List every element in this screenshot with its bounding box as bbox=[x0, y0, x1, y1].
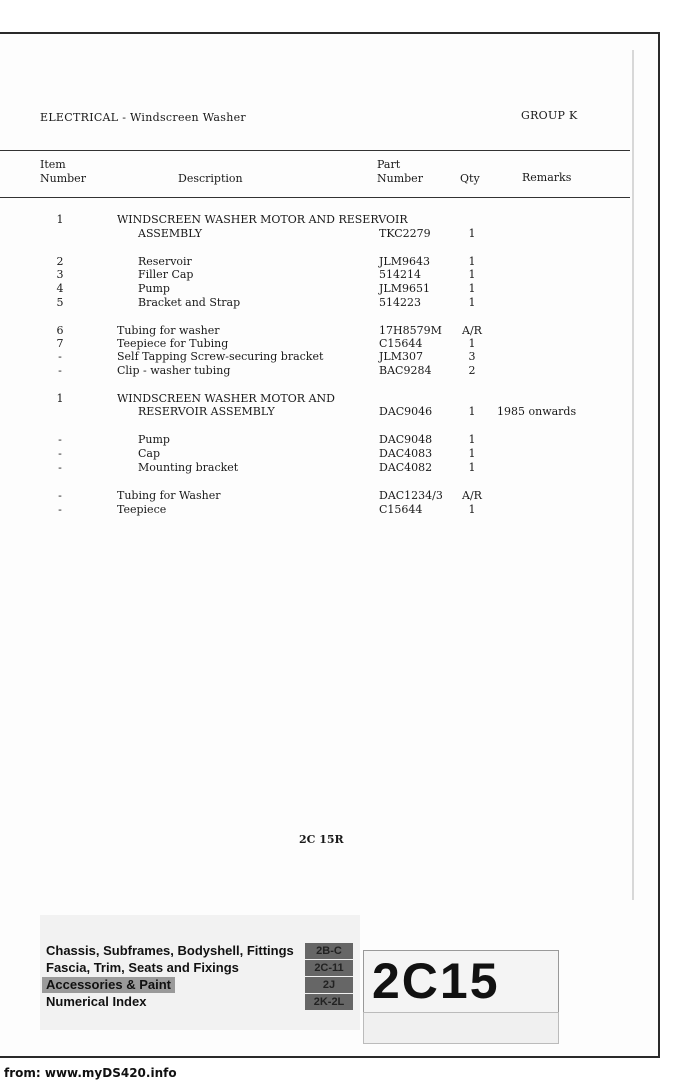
table-row bbox=[0, 227, 640, 241]
fiche-code-accessories: 2J bbox=[305, 977, 353, 993]
description-cell: Bracket and Strap bbox=[138, 296, 241, 309]
description-cell: Clip - washer tubing bbox=[117, 364, 231, 377]
fiche-code-box-bottom bbox=[363, 1012, 559, 1044]
part-number-cell: JLM307 bbox=[379, 350, 423, 363]
description-cell: WINDSCREEN WASHER MOTOR AND RESERVOIR bbox=[117, 213, 408, 226]
header-rule-top bbox=[0, 150, 630, 151]
remarks-cell: 1985 onwards bbox=[497, 405, 577, 418]
section-title: ELECTRICAL - Windscreen Washer bbox=[40, 111, 246, 124]
item-number-cell: - bbox=[58, 461, 62, 474]
col-part-line2: Number bbox=[377, 172, 423, 185]
part-number-cell: C15644 bbox=[379, 503, 423, 516]
part-number-cell: DAC4082 bbox=[379, 461, 433, 474]
col-part-number bbox=[377, 158, 423, 186]
qty-cell: 1 bbox=[468, 433, 476, 446]
source-url: from: www.myDS420.info bbox=[4, 1066, 177, 1080]
qty-cell: 1 bbox=[468, 405, 476, 418]
table-row bbox=[0, 447, 640, 461]
item-number-cell: 6 bbox=[56, 324, 64, 337]
table-row bbox=[0, 255, 640, 269]
table-row bbox=[0, 364, 640, 378]
col-item-line2: Number bbox=[40, 172, 86, 185]
part-number-cell: DAC1234/3 bbox=[379, 489, 443, 502]
qty-cell: 1 bbox=[468, 227, 476, 240]
part-number-cell: DAC9048 bbox=[379, 433, 433, 446]
table-row bbox=[0, 268, 640, 282]
item-number-cell: - bbox=[58, 350, 62, 363]
item-number-cell: - bbox=[58, 447, 62, 460]
part-number-cell: 514223 bbox=[379, 296, 421, 309]
col-remarks: Remarks bbox=[522, 171, 572, 184]
fiche-code-fascia: 2C-11 bbox=[305, 960, 353, 976]
col-description: Description bbox=[178, 172, 243, 185]
description-cell: Pump bbox=[138, 433, 170, 446]
col-item-line1: Item bbox=[40, 158, 66, 171]
description-cell: WINDSCREEN WASHER MOTOR AND bbox=[117, 392, 335, 405]
qty-cell: A/R bbox=[462, 324, 482, 337]
item-number-cell: 1 bbox=[56, 213, 64, 226]
item-number-cell: - bbox=[58, 489, 62, 502]
fiche-index-accessories: Accessories & Paint bbox=[42, 977, 175, 993]
qty-cell: 3 bbox=[468, 350, 476, 363]
col-part-line1: Part bbox=[377, 158, 401, 171]
description-cell: Tubing for Washer bbox=[117, 489, 221, 502]
part-number-cell: C15644 bbox=[379, 337, 423, 350]
fiche-index-numerical: Numerical Index bbox=[46, 994, 147, 1009]
page-number: 2C 15R bbox=[299, 833, 344, 846]
item-number-cell: - bbox=[58, 364, 62, 377]
item-number-cell: - bbox=[58, 433, 62, 446]
part-number-cell: 514214 bbox=[379, 268, 421, 281]
part-number-cell: 17H8579M bbox=[379, 324, 442, 337]
qty-cell: 1 bbox=[468, 268, 476, 281]
description-cell: Mounting bracket bbox=[138, 461, 239, 474]
qty-cell: A/R bbox=[462, 489, 482, 502]
table-row bbox=[0, 296, 640, 310]
table-row bbox=[0, 433, 640, 447]
qty-cell: 2 bbox=[468, 364, 476, 377]
part-number-cell: JLM9651 bbox=[379, 282, 430, 295]
table-row bbox=[0, 503, 640, 517]
header-rule-bottom bbox=[0, 197, 630, 198]
table-row bbox=[0, 461, 640, 475]
description-cell: Teepiece for Tubing bbox=[117, 337, 229, 350]
qty-cell: 1 bbox=[468, 503, 476, 516]
part-number-cell: JLM9643 bbox=[379, 255, 430, 268]
description-cell: Teepiece bbox=[117, 503, 167, 516]
item-number-cell: 4 bbox=[56, 282, 64, 295]
description-cell: Filler Cap bbox=[138, 268, 194, 281]
description-cell: Tubing for washer bbox=[117, 324, 220, 337]
group-label: GROUP K bbox=[521, 109, 578, 122]
qty-cell: 1 bbox=[468, 282, 476, 295]
qty-cell: 1 bbox=[468, 255, 476, 268]
fiche-index-fascia: Fascia, Trim, Seats and Fixings bbox=[46, 960, 239, 975]
description-cell: ASSEMBLY bbox=[138, 227, 203, 240]
item-number-cell: 2 bbox=[56, 255, 64, 268]
description-cell: Cap bbox=[138, 447, 161, 460]
qty-cell: 1 bbox=[468, 337, 476, 350]
table-row bbox=[0, 213, 640, 227]
page-edge-shadow bbox=[632, 50, 634, 900]
fiche-index-chassis: Chassis, Subframes, Bodyshell, Fittings bbox=[46, 943, 294, 958]
fiche-code-numerical: 2K-2L bbox=[305, 994, 353, 1010]
part-number-cell: TKC2279 bbox=[379, 227, 431, 240]
part-number-cell: DAC9046 bbox=[379, 405, 433, 418]
description-cell: Pump bbox=[138, 282, 170, 295]
item-number-cell: 3 bbox=[56, 268, 64, 281]
item-number-cell: 5 bbox=[56, 296, 64, 309]
item-number-cell: 7 bbox=[56, 337, 64, 350]
qty-cell: 1 bbox=[468, 296, 476, 309]
table-row bbox=[0, 392, 640, 406]
description-cell: RESERVOIR ASSEMBLY bbox=[138, 405, 275, 418]
part-number-cell: DAC4083 bbox=[379, 447, 433, 460]
table-row bbox=[0, 324, 640, 338]
qty-cell: 1 bbox=[468, 461, 476, 474]
col-qty: Qty bbox=[460, 172, 480, 185]
fiche-big-code: 2C15 bbox=[372, 953, 500, 1009]
table-row bbox=[0, 282, 640, 296]
fiche-code-chassis: 2B-C bbox=[305, 943, 353, 959]
description-cell: Reservoir bbox=[138, 255, 192, 268]
table-row bbox=[0, 350, 640, 364]
description-cell: Self Tapping Screw-securing bracket bbox=[117, 350, 324, 363]
table-row bbox=[0, 337, 640, 351]
col-item-number bbox=[40, 158, 86, 186]
qty-cell: 1 bbox=[468, 447, 476, 460]
item-number-cell: - bbox=[58, 503, 62, 516]
item-number-cell: 1 bbox=[56, 392, 64, 405]
table-row bbox=[0, 405, 640, 419]
table-row bbox=[0, 489, 640, 503]
page-frame bbox=[0, 32, 660, 1058]
part-number-cell: BAC9284 bbox=[379, 364, 432, 377]
